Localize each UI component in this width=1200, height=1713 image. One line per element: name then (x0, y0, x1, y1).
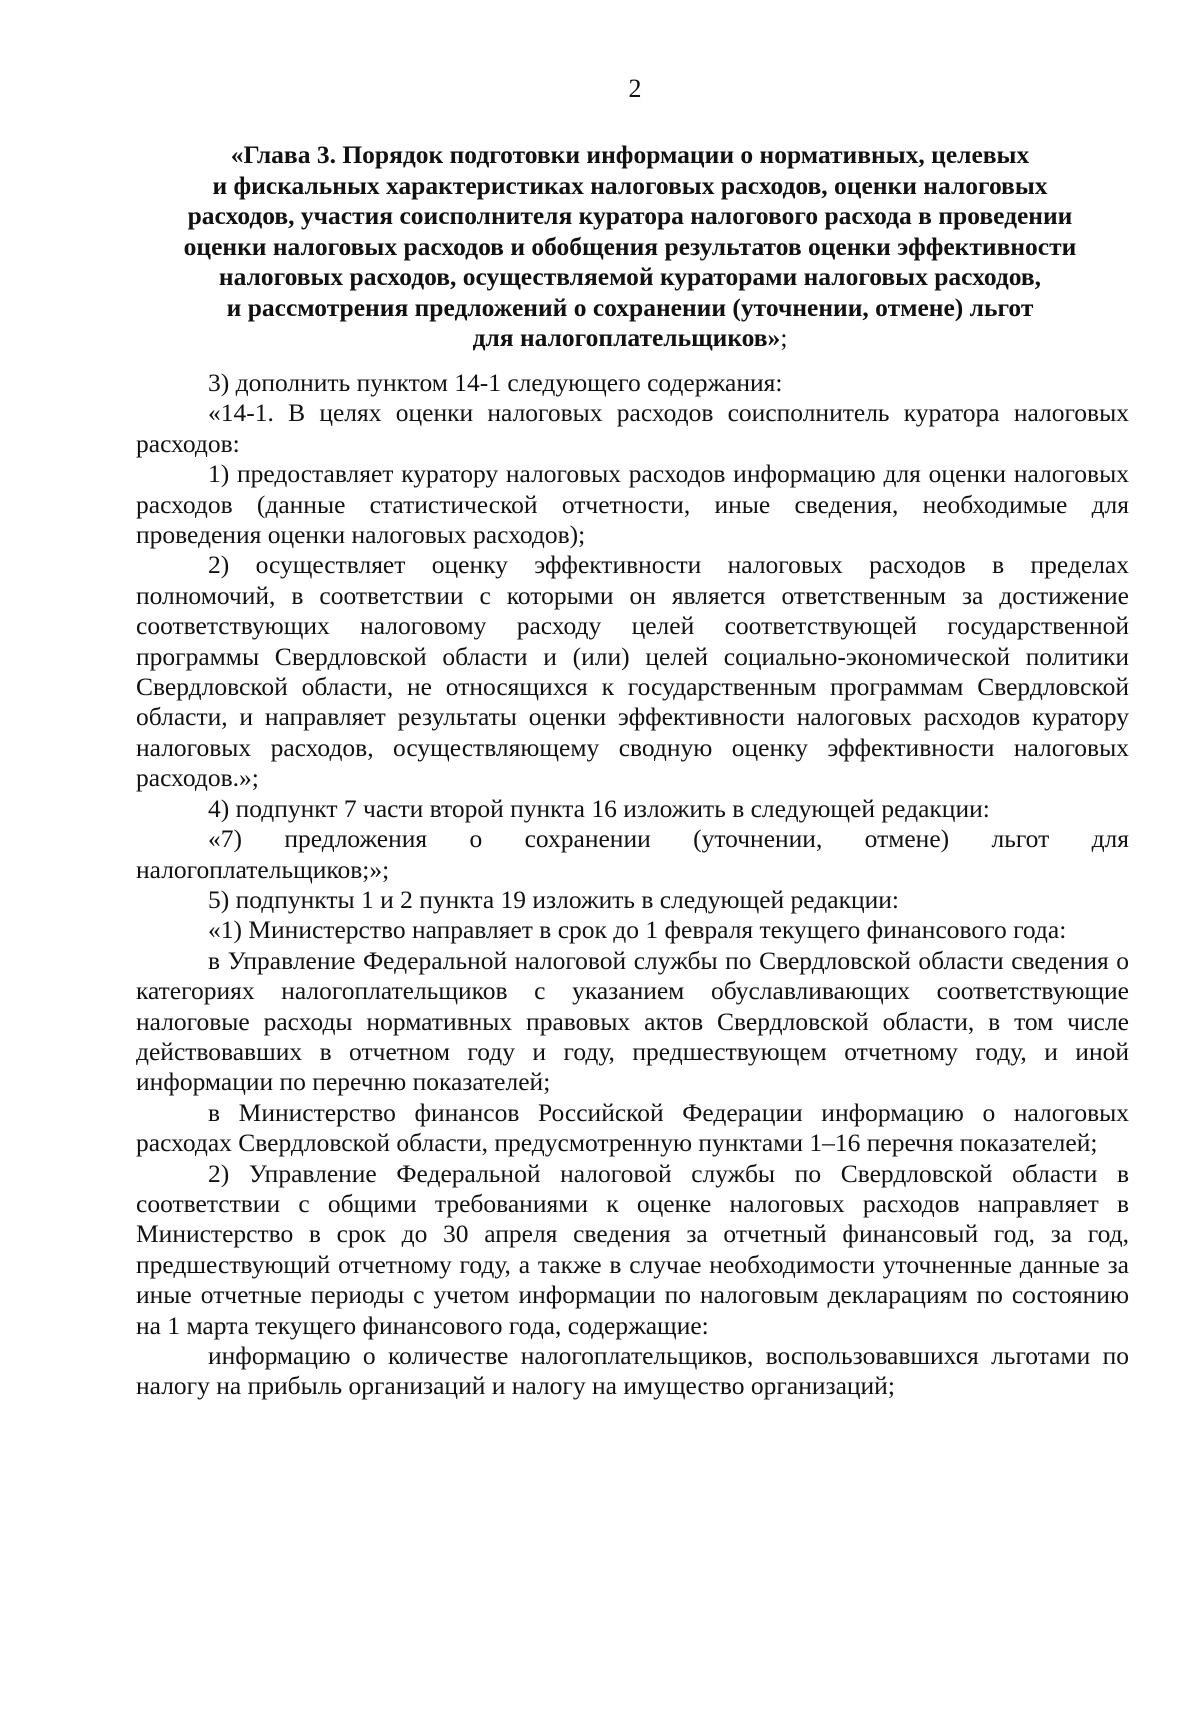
paragraph: 5) подпункты 1 и 2 пункта 19 изложить в следующей редакции: (208, 884, 899, 914)
body-text (136, 368, 1129, 1402)
chapter-heading (130, 140, 1130, 354)
heading-line-last (130, 323, 1130, 354)
paragraph: 2) осуществляет оценку эффективности налоговых расходов в пределах полномочий, в соответствии с которыми он является ответственным за достижение соответствующих налоговому расходу целей соответствующей государственной программы Свердловской области и (или) целей социально-экономической политики Свердловской области, не относящихся к государственным программам Свердловской области, и направляет результаты оценки эффективности налоговых расходов куратору налоговых расходов, осуществляющему сводную оценку эффективности налоговых расходов.»; (136, 550, 1129, 793)
paragraph: 3) дополнить пунктом 14-1 следующего содержания: (208, 368, 783, 397)
paragraph: в Управление Федеральной налоговой службы по Свердловской области сведения о категориях налогоплательщиков с указанием обуславливающих соответствующие налоговые расходы нормативных правовых актов Свердловской области, в том числе действовавших в отчетном году и году, предшествующем отчетному году, и иной информации по перечню показателей; (136, 945, 1129, 1097)
paragraph: «14-1. В целях оценки налоговых расходов соисполнитель куратора налоговых расходов: (136, 398, 1129, 458)
heading-line: и рассмотрения предложений о сохранении (уточнении, отмене) льгот (226, 292, 1034, 322)
heading-line: «Глава 3. Порядок подготовки информации о нормативных, целевых (230, 140, 1030, 169)
page-number: 2 (628, 74, 642, 103)
paragraph: 2) Управление Федеральной налоговой службы по Свердловской области в соответствии с общими требованиями к оценке налоговых расходов направляет в Министерство в срок до 30 апреля сведения за отчетный финансовый год, за год, предшествующий отчетному году, а также в случае необходимости уточненные данные за иные отчетные периоды с учетом информации по налоговым декларациям по состоянию на 1 марта текущего финансового года, содержащие: (136, 1158, 1129, 1340)
heading-line: налоговых расходов, осуществляемой кураторами налоговых расходов, (218, 262, 1042, 291)
paragraph: «1) Министерство направляет в срок до 1 февраля текущего финансового года: (208, 915, 1067, 945)
paragraph: информацию о количестве налогоплательщиков, воспользовавшихся льготами по налогу на прибыль организаций и налогу на имущество организаций; (136, 1341, 1129, 1401)
heading-line-text: для налогоплательщиков» (472, 323, 781, 352)
paragraph: в Министерство финансов Российской Федерации информацию о налоговых расходах Свердловской области, предусмотренную пунктами 1–16 перечня показателей; (136, 1097, 1129, 1158)
paragraph: «7) предложения о сохранении (уточнении, отмене) льгот для налогоплательщиков;»; (136, 824, 1129, 884)
heading-line: и фискальных характеристиках налоговых расходов, оценки налоговых (212, 170, 1048, 200)
heading-closing-punct: ; (780, 323, 788, 352)
paragraph: 1) предоставляет куратору налоговых расходов информацию для оценки налоговых расходов (данные статистической отчетности, иные сведения, необходимые для проведения оценки налоговых расходов); (136, 459, 1129, 550)
heading-line: расходов, участия соисполнителя куратора налогового расхода в проведении (187, 201, 1073, 230)
heading-line: оценки налоговых расходов и обобщения результатов оценки эффективности (183, 231, 1077, 261)
paragraph: 4) подпункт 7 части второй пункта 16 изложить в следующей редакции: (208, 793, 990, 823)
